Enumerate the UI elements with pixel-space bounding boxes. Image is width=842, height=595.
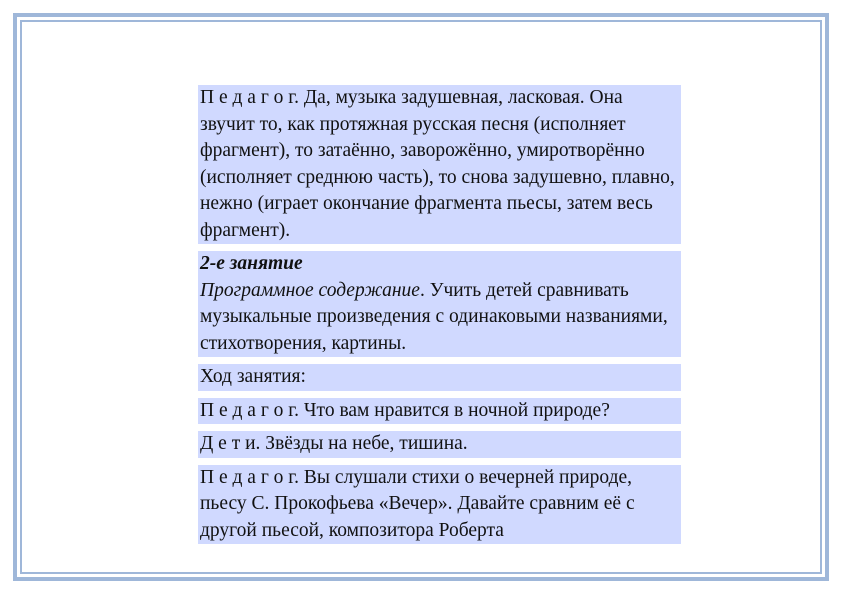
speaker-label: Д е т и.	[200, 433, 261, 454]
paragraph-text: Звёзды на небе, тишина.	[260, 433, 468, 454]
program-content	[198, 278, 681, 358]
paragraph-children	[198, 431, 681, 458]
paragraph-text: Вы слушали стихи о вечерней природе, пьесу С. Прокофьева «Вечер». Давайте сравним её с другой пьесой, композитора Роберта	[200, 466, 635, 541]
text-block	[198, 85, 681, 544]
paragraph-pedagog-3	[198, 465, 681, 545]
paragraph-pedagog-1	[198, 85, 681, 244]
speaker-label: П е д а г о г.	[200, 466, 299, 488]
paragraph-text: . Учить детей сравнивать музыкальные произведения с одинаковыми названиями, стихотворения, картины.	[200, 279, 668, 354]
speaker-label: П е д а г о г.	[200, 87, 299, 108]
paragraph-pedagog-2	[198, 398, 681, 425]
program-content-label: Программное содержание	[200, 279, 420, 301]
paragraph-text: Да, музыка задушевная, ласковая. Она звучит то, как протяжная русская песня (исполняет фрагмент), то затаённо, заворожённо, умиротворённо (исполняет среднюю часть), то снова задушевно, плавно, нежно (играет окончание фрагмента пьесы, затем весь фрагмент).	[200, 87, 675, 241]
lesson-heading: 2-е занятие	[198, 251, 681, 278]
lesson-progress-label: Ход занятия:	[198, 364, 681, 391]
paragraph-text: Что вам нравится в ночной природе?	[299, 399, 610, 421]
speaker-label: П е д а г о г.	[200, 399, 299, 421]
